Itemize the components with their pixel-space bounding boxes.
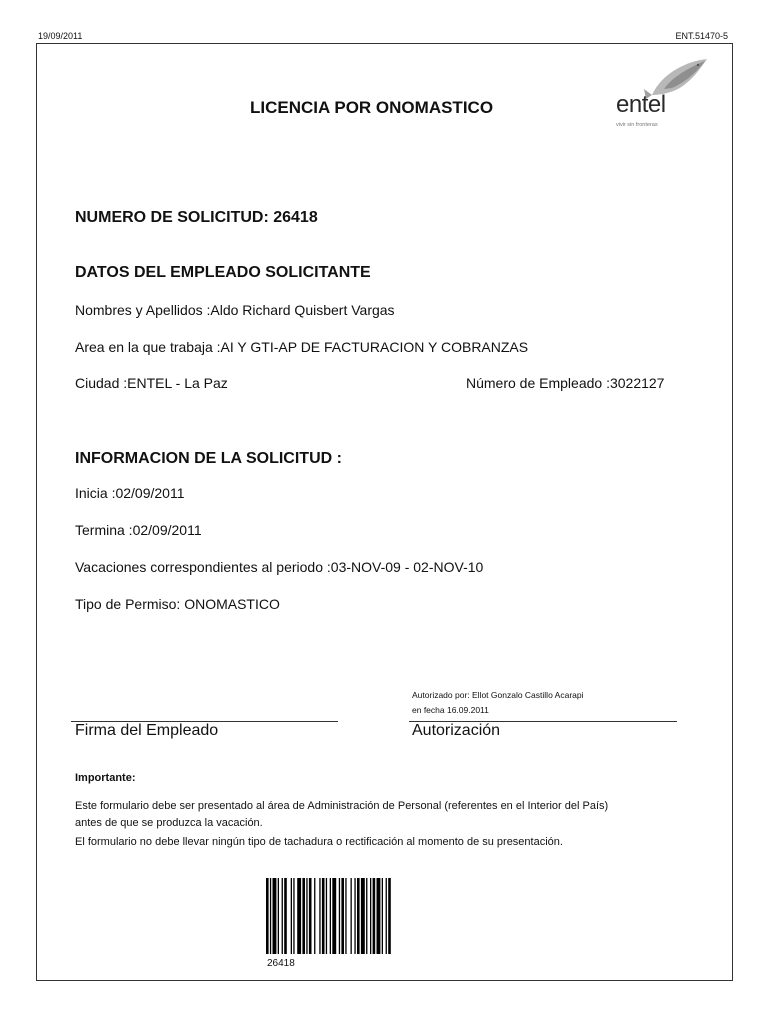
barcode-icon: [266, 878, 434, 954]
employee-city: Ciudad :ENTEL - La Paz: [75, 375, 228, 391]
request-number-value: 26418: [273, 209, 318, 226]
vacation-period: Vacaciones correspondientes al periodo :03-NOV-09 - 02-NOV-10: [75, 559, 484, 575]
authorized-by: Autorizado por: Ellot Gonzalo Castillo Acarapi: [412, 690, 584, 700]
request-end-date: Termina :02/09/2011: [75, 522, 202, 538]
barcode-number: 26418: [267, 958, 295, 969]
authorized-date: en fecha 16.09.2011: [412, 705, 489, 715]
logo-wordmark: entel: [616, 91, 666, 118]
header-date: 19/09/2011: [38, 31, 83, 41]
employee-signature-label: Firma del Empleado: [75, 722, 219, 739]
employee-name: Nombres y Apellidos :Aldo Richard Quisbert Vargas: [75, 302, 395, 318]
important-line-2: antes de que se produzca la vacación.: [75, 817, 263, 829]
important-line-3: El formulario no debe llevar ningún tipo de tachadura o rectificación al momento de su presentación.: [75, 836, 563, 848]
employee-section-heading: DATOS DEL EMPLEADO SOLICITANTE: [75, 264, 371, 281]
employee-area: Area en la que trabaja :AI Y GTI-AP DE FACTURACION Y COBRANZAS: [75, 339, 529, 355]
important-title: Importante:: [75, 772, 136, 784]
request-info-heading: INFORMACION DE LA SOLICITUD :: [75, 450, 342, 467]
important-line-1: Este formulario debe ser presentado al área de Administración de Personal (referentes en el Interior del País): [75, 800, 609, 812]
request-start-date: Inicia :02/09/2011: [75, 485, 185, 501]
request-number-row: [75, 209, 318, 227]
authorization-signature-label: Autorización: [412, 722, 501, 739]
header-document-code: ENT.51470-5: [675, 31, 728, 41]
form-title: LICENCIA POR ONOMASTICO: [250, 98, 494, 117]
logo-tagline: vivir sin fronteras: [616, 122, 658, 128]
request-number-label: NUMERO DE SOLICITUD:: [75, 209, 269, 226]
employee-number: Número de Empleado :3022127: [466, 375, 665, 391]
permit-type: Tipo de Permiso: ONOMASTICO: [75, 596, 280, 612]
